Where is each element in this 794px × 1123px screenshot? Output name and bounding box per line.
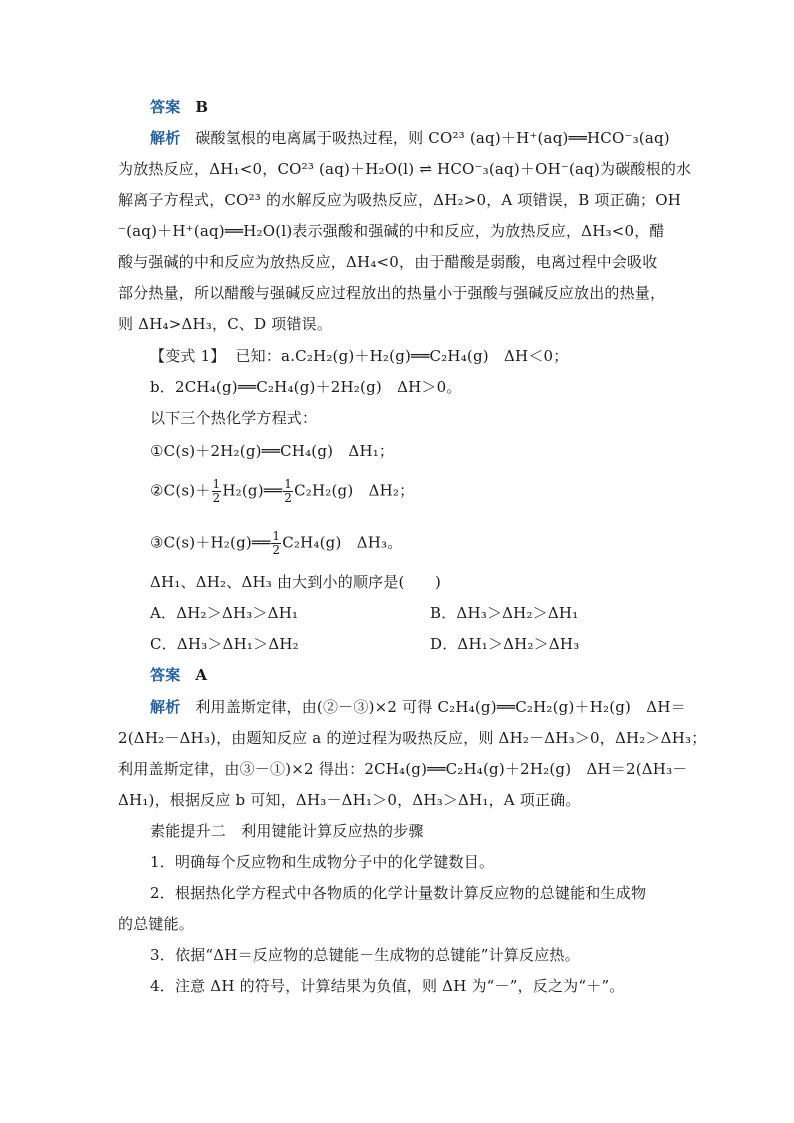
fraction-numerator: 1 (272, 529, 281, 543)
section-step-3: 3．依据“ΔH＝反应物的总键能－生成物的总键能”计算反应热。 (150, 946, 580, 964)
fraction-numerator: 1 (212, 477, 221, 491)
section-step-2-cont: 的总键能。 (118, 915, 195, 933)
analysis-label: 解析 (150, 698, 181, 716)
section-step-1: 1．明确每个反应物和生成物分子中的化学键数目。 (150, 853, 495, 871)
equation-3 (150, 530, 402, 557)
analysis-1-line-3: 解离子方程式，CO²³ 的水解反应为吸热反应，ΔH₂>0，A 项错误，B 项正确；OH (118, 191, 681, 209)
analysis-2-line-1 (150, 696, 686, 718)
equation-2-part-a: ②C(s)＋ (150, 481, 211, 500)
equation-2-part-b: H₂(g)══ (222, 481, 283, 500)
equation-2 (150, 478, 414, 505)
variant-line-a: 已知：a.C₂H₂(g)＋H₂(g)══C₂H₄(g) ΔH＜0； (235, 347, 569, 365)
fraction-half (271, 530, 281, 557)
equation-1: ①C(s)＋2H₂(g)══CH₄(g) ΔH₁； (150, 442, 395, 460)
answer-1 (150, 96, 208, 118)
analysis-1-line-2: 为放热反应，ΔH₁<0，CO²³ (aq)＋H₂O(l) ⇌ HCO⁻₃(aq)＋OH⁻(aq)为碳酸根的水 (118, 160, 692, 178)
analysis-1-line-7: 则 ΔH₄>ΔH₃，C、D 项错误。 (118, 315, 333, 333)
variant-label: 【变式 1】 (150, 347, 226, 365)
fraction-half (212, 478, 222, 505)
options-row-1 (150, 602, 710, 624)
analysis-2-line-3: 利用盖斯定律，由③－①)×2 得出：2CH₄(g)══C₂H₄(g)＋2H₂(g) ΔH＝2(ΔH₃－ (118, 760, 688, 778)
equation-3-part-a: ③C(s)＋H₂(g)══ (150, 533, 271, 552)
option-d: D．ΔH₁＞ΔH₂＞ΔH₃ (430, 635, 580, 653)
fraction-numerator: 1 (284, 477, 293, 491)
section-step-2: 2．根据热化学方程式中各物质的化学计量数计算反应物的总键能和生成物 (150, 884, 647, 902)
analysis-label: 解析 (150, 129, 181, 147)
analysis-2-line-4: ΔH₁)，根据反应 b 可知，ΔH₃－ΔH₁＞0，ΔH₃＞ΔH₁，A 项正确。 (118, 791, 581, 809)
option-c: C．ΔH₃＞ΔH₁＞ΔH₂ (150, 635, 299, 653)
analysis-1-line-6: 部分热量，所以醋酸与强碱反应过程放出的热量小于强酸与强碱反应放出的热量， (118, 284, 666, 302)
answer-label: 答案 (150, 666, 181, 684)
options-row-2 (150, 633, 710, 655)
question-text: ΔH₁、ΔH₂、ΔH₃ 由大到小的顺序是( ) (150, 573, 442, 591)
equation-2-part-c: C₂H₂(g) ΔH₂； (294, 481, 415, 500)
equation-3-part-b: C₂H₄(g) ΔH₃。 (282, 533, 403, 552)
answer-value: A (195, 666, 208, 684)
analysis-text: 利用盖斯定律，由(②－③)×2 可得 C₂H₄(g)══C₂H₂(g)＋H₂(g) ΔH＝ (195, 698, 686, 716)
answer-2 (150, 664, 207, 686)
section-step-4: 4．注意 ΔH 的符号，计算结果为负值，则 ΔH 为“－”，反之为“＋”。 (150, 977, 625, 995)
answer-value: B (195, 98, 209, 116)
analysis-1-line-5: 酸与强碱的中和反应为放热反应，ΔH₄<0，由于醋酸是弱酸，电离过程中会吸收 (118, 253, 658, 271)
fraction-denominator: 2 (272, 543, 281, 557)
analysis-1-line-4: ⁻(aq)＋H⁺(aq)══H₂O(l)表示强酸和强碱的中和反应，为放热反应，ΔH₃<0，醋 (118, 222, 665, 240)
variant-intro: 以下三个热化学方程式： (150, 409, 318, 427)
analysis-2-line-2: 2(ΔH₂－ΔH₃)，由题知反应 a 的逆过程为吸热反应，则 ΔH₂－ΔH₃＞0，ΔH₂＞ΔH₃； (118, 729, 707, 747)
analysis-text: 碳酸氢根的电离属于吸热过程，则 CO²³ (aq)＋H⁺(aq)══HCO⁻₃(aq) (195, 129, 670, 147)
answer-label: 答案 (150, 98, 181, 116)
fraction-denominator: 2 (284, 491, 293, 505)
fraction-denominator: 2 (212, 491, 221, 505)
analysis-1-line-1 (150, 127, 670, 149)
option-b: B．ΔH₃＞ΔH₂＞ΔH₁ (430, 604, 579, 622)
fraction-half (283, 478, 293, 505)
variant-line-b: b．2CH₄(g)══C₂H₄(g)＋2H₂(g) ΔH＞0。 (150, 378, 462, 396)
variant-1-header (150, 345, 568, 367)
option-a: A．ΔH₂＞ΔH₃＞ΔH₁ (150, 604, 299, 622)
section-title: 素能提升二 利用键能计算反应热的步骤 (150, 822, 424, 840)
